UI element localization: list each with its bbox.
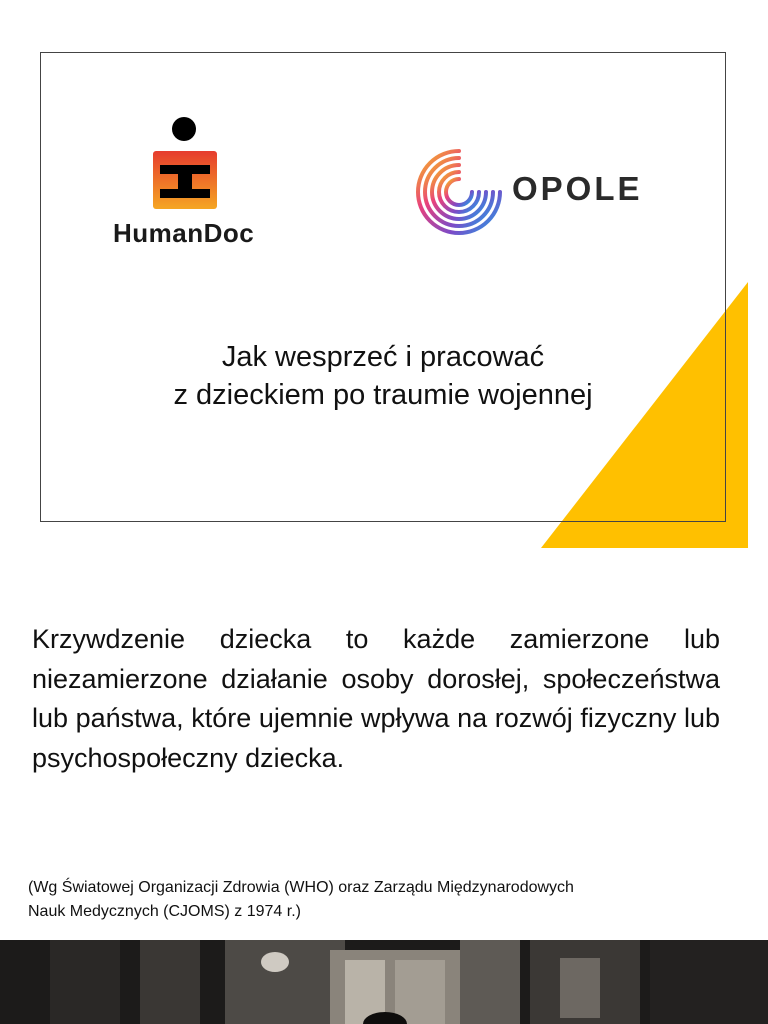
opole-rings-icon [412, 145, 507, 240]
humandoc-figure-icon [108, 115, 268, 220]
presentation-title [60, 338, 706, 414]
opole-wordmark: OPOLE [512, 170, 643, 207]
citation-note [28, 876, 728, 924]
citation-line-1: (Wg Światowej Organizacji Zdrowia (WHO) oraz Zarządu Międzynarodowych [28, 879, 574, 896]
room-photo-strip [0, 940, 768, 1024]
title-line-2: z dzieckiem po traumie wojennej [173, 379, 593, 411]
opole-logo [412, 145, 662, 240]
title-line-1: Jak wesprzeć i pracować [221, 341, 545, 373]
humandoc-logo [108, 115, 268, 255]
citation-line-2: Nauk Medycznych (CJOMS) z 1974 r.) [28, 903, 301, 920]
room-photo-image [0, 940, 768, 1024]
definition-paragraph: Krzywdzenie dziecka to każde zamierzone lub niezamierzone działanie osoby dorosłej, społeczeństwa lub państwa, które ujemnie wpływa na rozwój fizyczny lub psychospołeczny dziecka. [32, 624, 720, 773]
humandoc-wordmark: HumanDoc [113, 218, 255, 248]
